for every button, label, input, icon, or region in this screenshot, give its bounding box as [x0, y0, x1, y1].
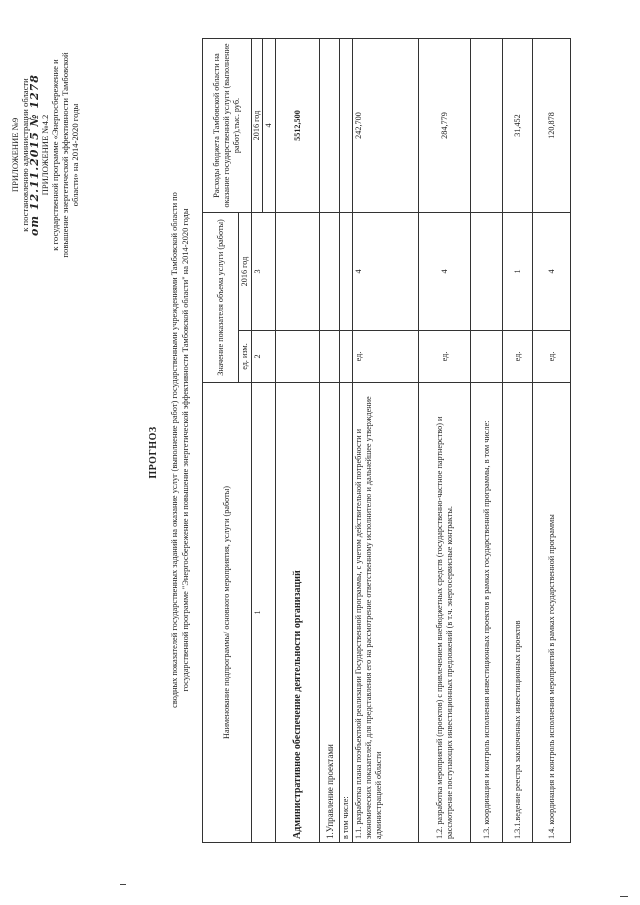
row-value: [276, 213, 320, 331]
appendix-program-line3: области» на 2014-2020 годы: [70, 103, 80, 207]
appendix-program-line1: к государственной программе «Энергосбережение и: [50, 59, 60, 251]
col-number-4: [252, 39, 276, 213]
row-name: Административное обеспечение деятельности организаций: [276, 383, 320, 843]
subtitle-line-1: сводных показателей государственных заданий на оказание услуг (выполнение работ) государственными учреждениями Тамбовской области по: [170, 192, 179, 708]
row-cost: 242,700: [353, 39, 419, 213]
appendix-sub-number: ПРИЛОЖЕНИЕ №4.2: [40, 114, 50, 196]
row-cost: 284,779: [419, 39, 471, 213]
row-value: [340, 213, 353, 331]
table-row: [533, 39, 571, 843]
forecast-table: [202, 38, 571, 843]
appendix-resolution-ref: к постановлению администрации области: [20, 78, 30, 232]
row-name: 1.2. разработка мероприятий (проектов) с привлечением внебюджетных средств (государственно-частное партнерство) и рассмотрение поступающих инвестиционных предложений (в т.ч. энергосервисные контракты.: [419, 383, 471, 843]
row-name: 1.3.1.ведение реестра заключенных инвестиционных проектов: [503, 383, 533, 843]
row-value: 4: [419, 213, 471, 331]
col-number-3: 3: [252, 213, 276, 331]
row-unit: [471, 331, 503, 383]
row-cost: 31,452: [503, 39, 533, 213]
row-cost: [320, 39, 340, 213]
row-name: 1.3. координация и контроль исполнения инвестиционных проектов в рамках государственной программы, в том числе:: [471, 383, 503, 843]
scan-mark: [620, 896, 628, 897]
page-title: ПРОГНОЗ: [148, 426, 159, 479]
row-cost: [471, 39, 503, 213]
appendix-program-line2: повышение энергетической эффективности Тамбовской: [60, 52, 70, 258]
table-row: [353, 39, 419, 843]
row-unit: [320, 331, 340, 383]
row-value: 4: [353, 213, 419, 331]
table-row: [276, 39, 320, 843]
col-number-1: 1: [252, 383, 276, 843]
row-name: 1.1. разработка плана поэбъектной реализации Государственной программы, с учетом действительной потребности и экономических показателей, для представления его на рассмотрение ответственному исполнителю и дальнейшее утверждение администрацией области: [353, 383, 419, 843]
row-name: в том числе:: [340, 383, 353, 843]
page-subtitle: [170, 25, 191, 875]
table-numbering-row: [252, 39, 276, 843]
handwritten-signature-date: от 12.11.2015 № 1278: [28, 74, 41, 236]
header-col-name: Наименование подпрограммы/ основного мероприятия, услуги (работы): [203, 383, 252, 843]
scan-mark: [120, 884, 126, 885]
subtitle-line-2: государственной программе "Энергосбережение и повышение энергетической эффективности Тамбовской области" на 2014-2020 годы: [180, 208, 190, 692]
row-value: 1: [503, 213, 533, 331]
row-cost: [340, 39, 353, 213]
row-unit: [340, 331, 353, 383]
appendix-block: [10, 5, 80, 305]
row-name: 1.4. координация и контроль исполнения мероприятий в рамках государственной программы: [533, 383, 571, 843]
header-col-volume: Значение показателя объема услуги (работы): [203, 213, 239, 383]
row-value: [320, 213, 340, 331]
table-row: [419, 39, 471, 843]
table-row: [471, 39, 503, 843]
appendix-number: ПРИЛОЖЕНИЕ №9: [10, 117, 20, 193]
row-unit: ед.: [419, 331, 471, 383]
table-row: [320, 39, 340, 843]
row-value: 4: [533, 213, 571, 331]
table-header-row: [203, 39, 239, 843]
row-unit: ед.: [533, 331, 571, 383]
row-cost: 5512,500: [276, 39, 320, 213]
col-number-4-text: 4: [264, 123, 273, 128]
table-row: [340, 39, 353, 843]
row-cost: 120,878: [533, 39, 571, 213]
subheader-year: 2016 год: [239, 213, 252, 331]
row-value: [471, 213, 503, 331]
row-unit: [276, 331, 320, 383]
table-row: [503, 39, 533, 843]
row-name: 1.Управление проектами: [320, 383, 340, 843]
row-unit: ед.: [353, 331, 419, 383]
row-unit: ед.: [503, 331, 533, 383]
header-col-expenses: Расходы бюджета Тамбовской области на оказание государственной услуги (выполнение работ),тыс. руб.: [203, 39, 252, 213]
year-label-col4: 2016 год: [252, 39, 263, 212]
subheader-unit: ед. изм.: [239, 331, 252, 383]
col-number-2: 2: [252, 331, 276, 383]
